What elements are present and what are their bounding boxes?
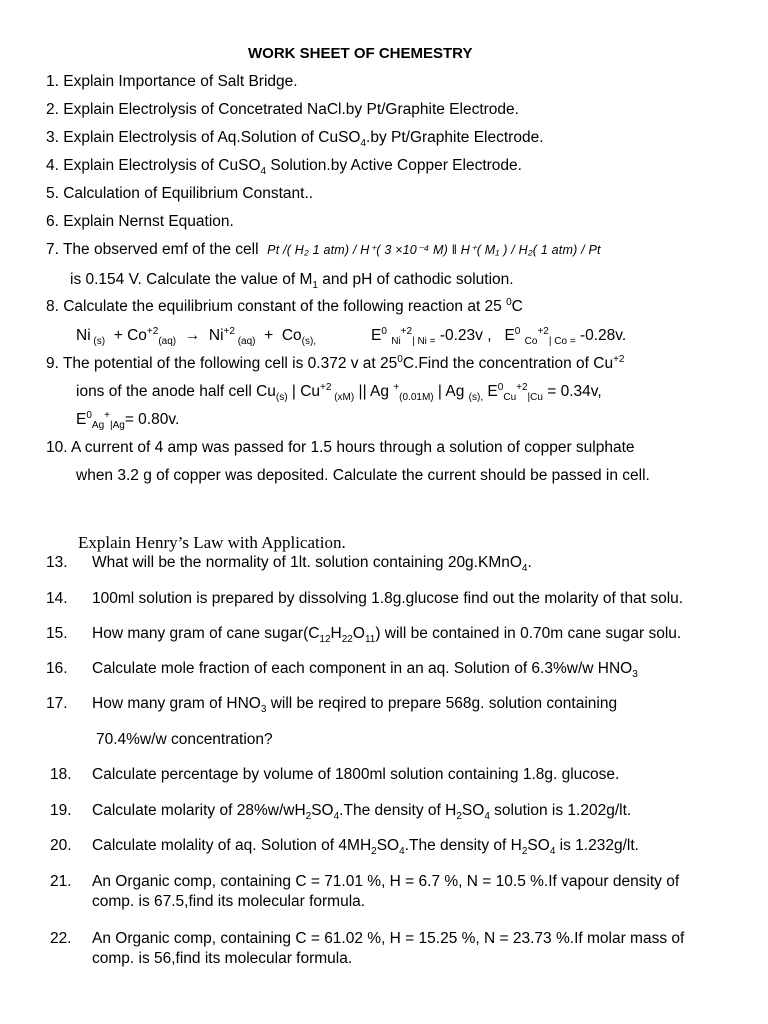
arrow-icon: →	[184, 327, 201, 344]
question-8-potentials: $E^0$ $_{Ni}^{+2}_{| Ni =}$ -0.23v , $E^0$ $_{Co}^{+2}_{| Co =}$ -0.28v.	[371, 325, 627, 348]
question-9-line-2: ions of the anode half cell $Cu_{(s)}$ | $Cu^{+2}$ $_{(xM)}$ || Ag +$_{(0.01M)}$ | Ag $_{(s),}$ $E^0_{Cu}^{+2}_{|Cu} = 0.34v$,	[76, 381, 602, 404]
question-number: 17.	[46, 695, 68, 712]
question-7: 7. The observed emf of the cell Pt /( H₂ 1 atm) / H⁺( 3 ×10⁻⁴ M) ǁ H⁺( M₁ ) / H₂( 1 atm) / Pt	[46, 241, 601, 258]
henry-law-heading: Explain Henry’s Law with Application.	[78, 533, 346, 552]
question-number: 19.	[50, 802, 72, 819]
question-6: 6. Explain Nernst Equation.	[46, 213, 234, 230]
question-4: 4. Explain Electrolysis of CuSO$_4$ Solution.by Active Copper Electrode.	[46, 157, 522, 178]
question-2: 2. Explain Electrolysis of Concetrated NaCl.by Pt/Graphite Electrode.	[46, 101, 519, 118]
question-number: 13.	[46, 554, 68, 571]
question-9: 9. The potential of the following cell is 0.372 v at $25^0C.Find$ the concentration of $Cu^{+2}$	[46, 353, 625, 372]
question-13: What will be the normality of 1lt. solution containing 20g.KMnO$_4$.	[92, 554, 532, 575]
question-number: 22.	[50, 930, 72, 947]
question-17: How many gram of $HNO_3$ will be reqired to prepare 568g. solution containing	[92, 695, 618, 716]
question-8-reaction: Ni $_{(s)} + Co^{+2}_{(aq)} \to Ni^{+2}$ $_{(aq)} + Co_{(s),}$	[76, 325, 317, 348]
question-1: 1. Explain Importance of Salt Bridge.	[46, 73, 298, 90]
question-8: 8. Calculate the equilibrium constant of the following reaction at 25 $^0$C	[46, 296, 523, 315]
worksheet-title: WORK SHEET OF CHEMESTRY	[248, 45, 473, 62]
question-number: 18.	[50, 766, 72, 783]
question-10-line-2: when 3.2 g of copper was deposited. Calculate the current should be passed in cell.	[76, 467, 650, 484]
question-19: Calculate molarity of $28\%w/wH_2SO_4.The$ density of $H_2SO_4$ solution is 1.202g/lt.	[92, 802, 632, 823]
question-20: Calculate molality of aq. Solution of $4MH_2SO_4.The$ density of $H_2SO_4$ is 1.232g/lt.	[92, 837, 639, 858]
question-16: Calculate mole fraction of each component in an aq. Solution of 6.3%w/w $HNO_3$	[92, 660, 638, 681]
question-number: 14.	[46, 590, 68, 607]
question-3: 3. Explain Electrolysis of Aq.Solution of CuSO$_4$.by Pt/Graphite Electrode.	[46, 129, 544, 150]
question-number: 16.	[46, 660, 68, 677]
cell-notation: Pt /( H₂ 1 atm) / H⁺( 3 ×10⁻⁴ M) ǁ H⁺( M₁ ) / H₂( 1 atm) / Pt	[267, 243, 601, 257]
question-7-line-2: is 0.154 V. Calculate the value of $M_1$ and pH of cathodic solution.	[70, 271, 514, 292]
question-22-line-2: comp. is 56,find its molecular formula.	[92, 950, 353, 967]
question-5: 5. Calculation of Equilibrium Constant..	[46, 185, 314, 202]
question-17-line-2: 70.4%w/w concentration?	[96, 731, 273, 748]
question-10: 10. A current of 4 amp was passed for 1.5 hours through a solution of copper sulphate	[46, 439, 635, 456]
question-18: Calculate percentage by volume of 1800ml solution containing 1.8g. glucose.	[92, 766, 620, 783]
question-15: How many gram of cane $sugar(C_{12}H_{22}O_{11})$ will be contained in 0.70m cane sugar solu.	[92, 625, 682, 646]
question-number: 20.	[50, 837, 72, 854]
question-21-line-2: comp. is 67.5,find its molecular formula.	[92, 893, 366, 910]
question-number: 21.	[50, 873, 72, 890]
question-14: 100ml solution is prepared by dissolving 1.8g.glucose find out the molarity of that solu.	[92, 590, 684, 607]
question-21: An Organic comp, containing C = 71.01 %, H = 6.7 %, N = 10.5 %.If vapour density of	[92, 873, 680, 890]
question-number: 15.	[46, 625, 68, 642]
question-22: An Organic comp, containing C = 61.02 %, H = 15.25 %, N = 23.73 %.If molar mass of	[92, 930, 685, 947]
question-9-line-3: $E^0_{Ag}^+_{|Ag}= 0.80v$.	[76, 409, 180, 432]
